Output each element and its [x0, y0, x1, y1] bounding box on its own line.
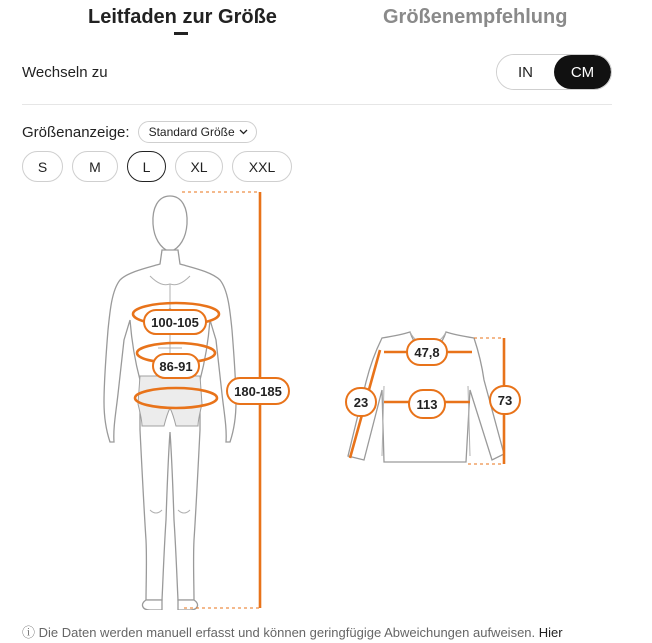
size-standard-dropdown[interactable] — [138, 121, 257, 143]
garment-chest-value: 113 — [416, 397, 438, 412]
body-chest-label — [144, 310, 206, 334]
divider — [22, 104, 612, 105]
body-height-label — [227, 378, 289, 404]
size-selector — [22, 151, 292, 182]
size-option-xxl[interactable]: XXL — [232, 151, 292, 182]
size-option-m[interactable]: M — [72, 151, 118, 182]
body-figure — [104, 196, 236, 610]
unit-switch-row — [22, 54, 612, 90]
footnote-link[interactable]: Hier — [538, 625, 563, 640]
size-option-s[interactable]: S — [22, 151, 63, 182]
unit-toggle — [496, 54, 612, 90]
size-standard-value: Standard Größe — [148, 125, 235, 139]
garment-sleeve-label — [346, 388, 376, 416]
size-option-xl[interactable]: XL — [175, 151, 223, 182]
tab-size-guide[interactable]: Leitfaden zur Größe — [88, 6, 277, 28]
garment-chest-label — [409, 390, 445, 418]
size-display-row — [22, 121, 257, 143]
info-icon: ⓘ — [22, 625, 36, 640]
unit-in-button[interactable]: IN — [497, 55, 554, 89]
body-waist-value: 86-91 — [159, 359, 193, 374]
garment-shoulder-label — [407, 339, 447, 365]
body-waist-label — [153, 354, 199, 378]
garment-length-label — [490, 386, 520, 414]
active-tab-indicator — [174, 32, 188, 35]
garment-sleeve-value: 23 — [353, 395, 369, 410]
size-display-label: Größenanzeige: — [22, 123, 130, 141]
footnote-text: Die Daten werden manuell erfasst und können geringfügige Abweichungen aufweisen. — [38, 625, 536, 640]
size-option-l[interactable]: L — [127, 151, 166, 182]
body-height-value: 180-185 — [234, 384, 282, 399]
footnote — [22, 622, 563, 641]
size-illustration — [0, 180, 652, 610]
tab-size-recommendation[interactable]: Größenempfehlung — [383, 6, 568, 28]
body-chest-value: 100-105 — [151, 315, 199, 330]
unit-cm-button[interactable]: CM — [554, 55, 611, 89]
garment-length-value: 73 — [497, 393, 513, 408]
tab-bar — [0, 0, 652, 40]
unit-switch-label: Wechseln zu — [22, 64, 108, 81]
garment-shoulder-value: 47,8 — [414, 345, 440, 360]
chevron-down-icon — [239, 129, 248, 135]
